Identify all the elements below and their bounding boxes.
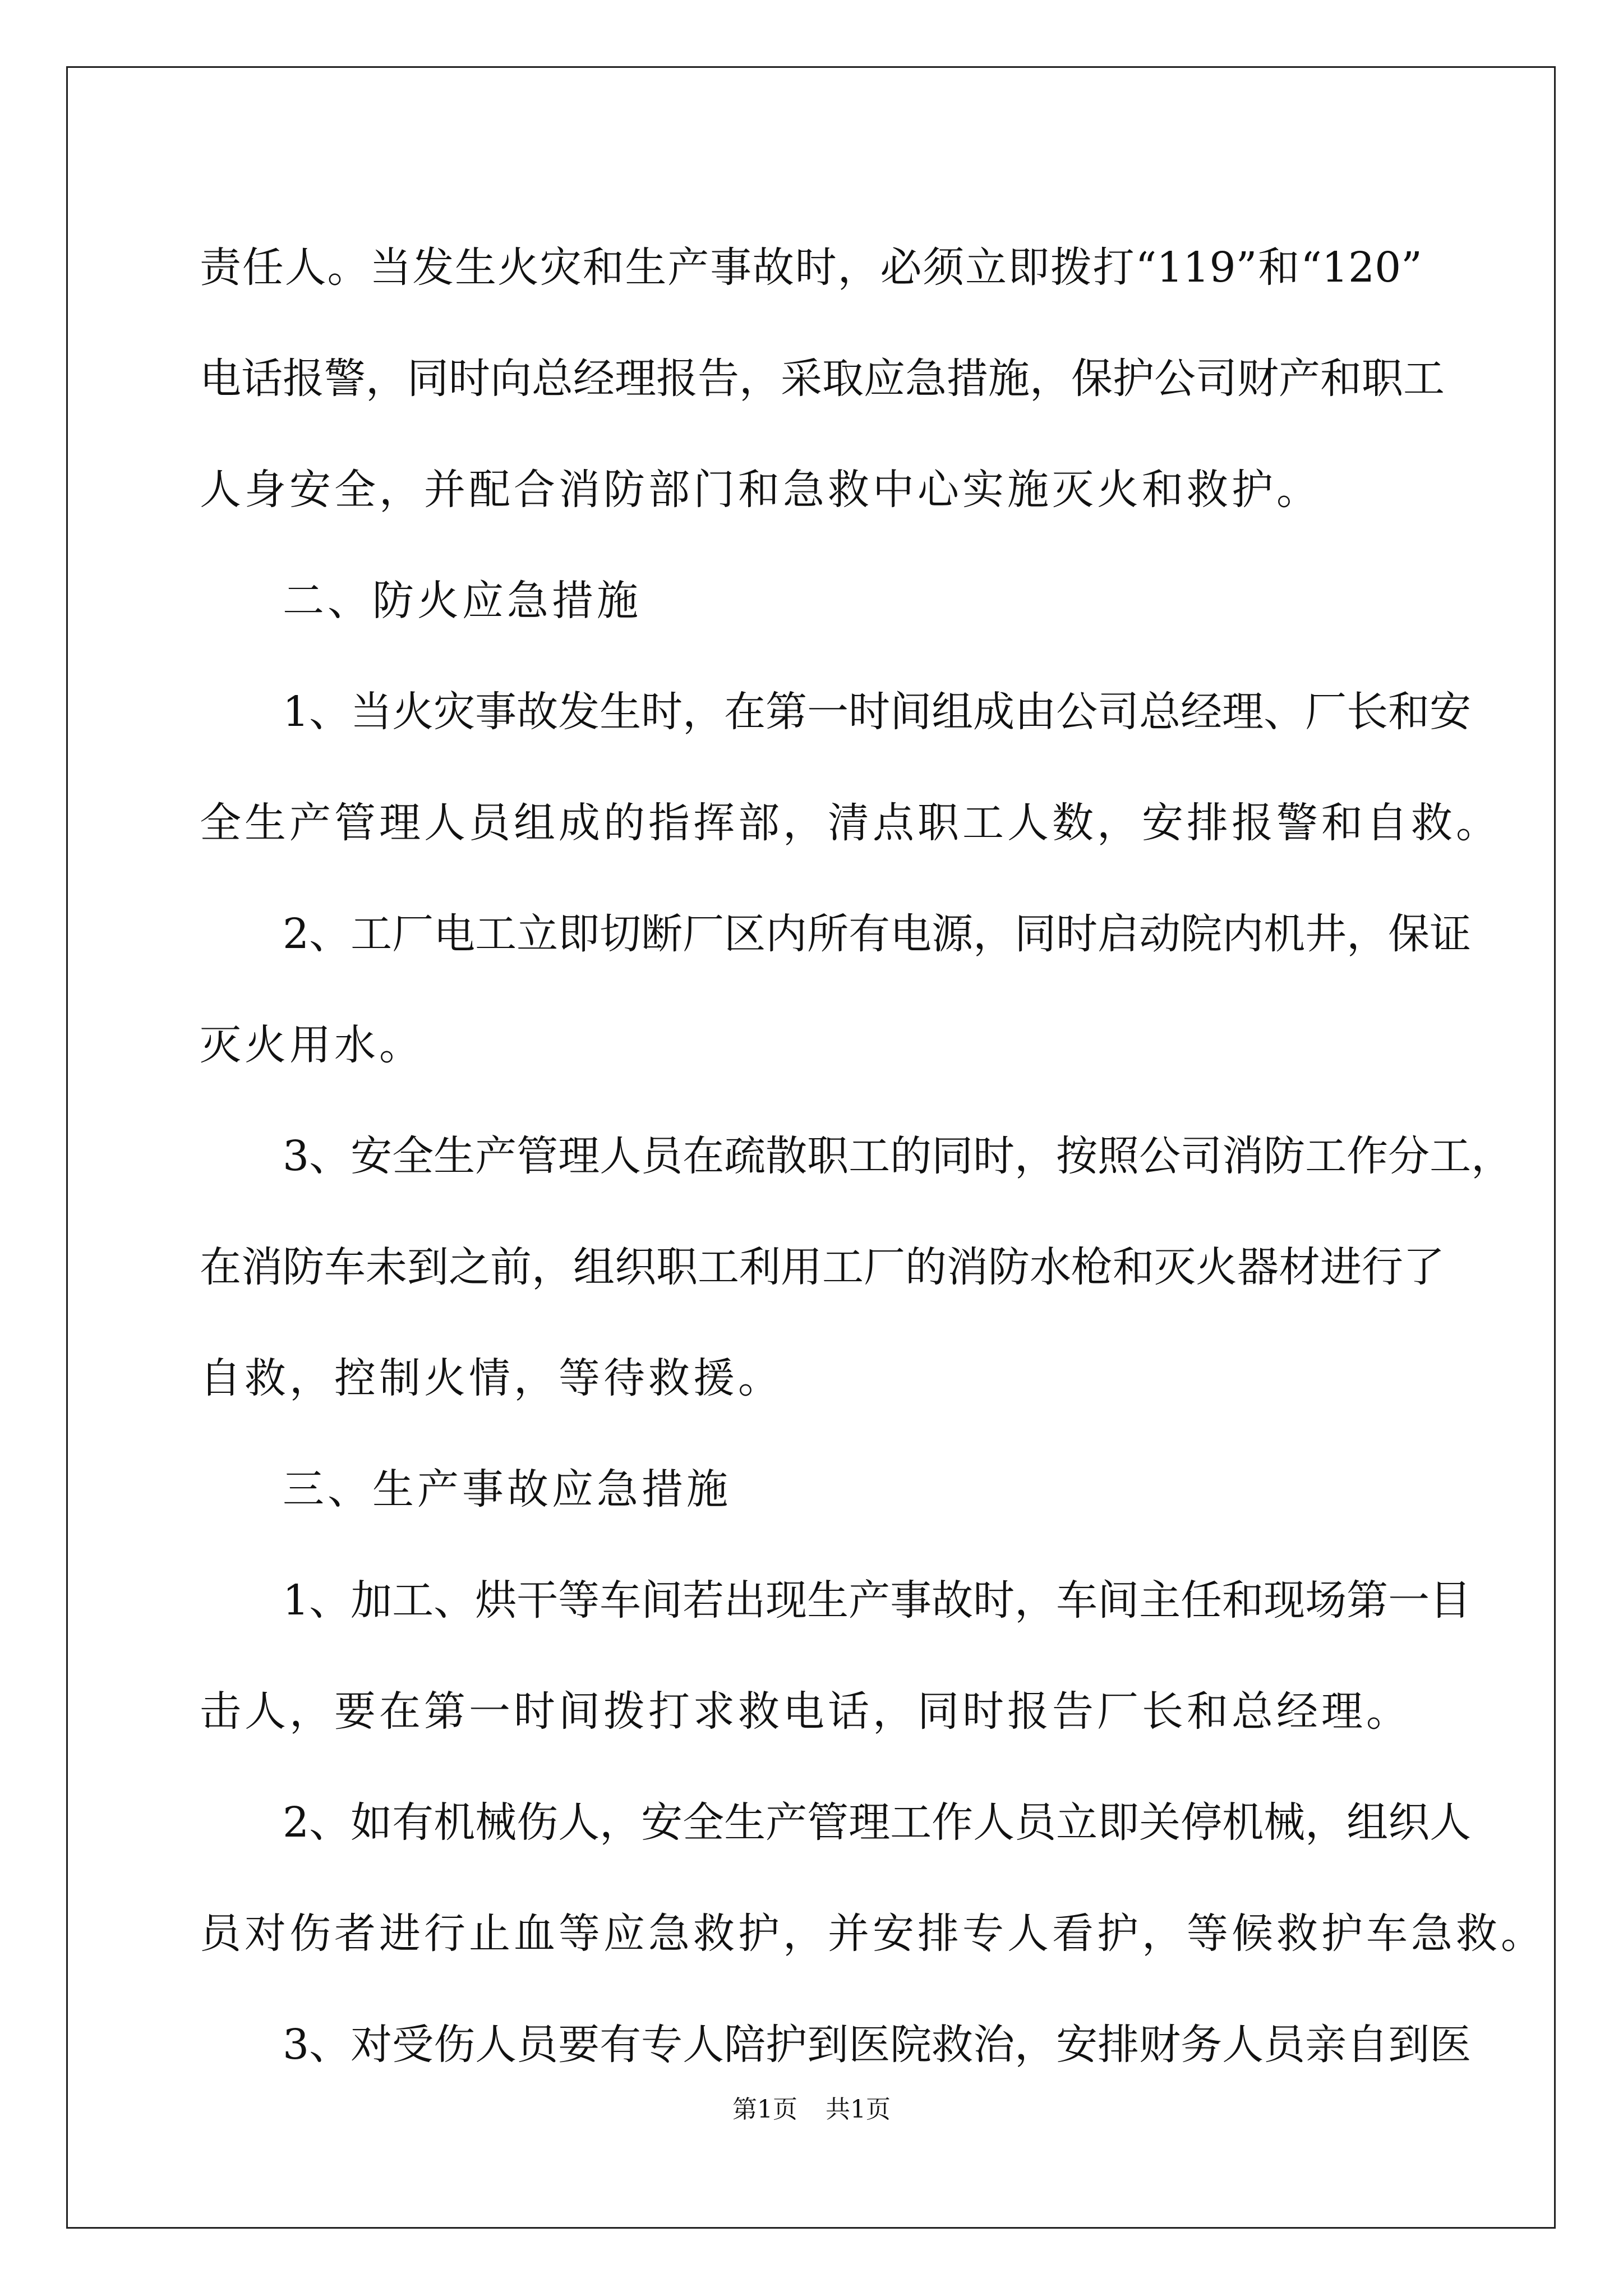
page-total: 共1页 — [826, 2095, 891, 2124]
paragraph-first-line: 2、工厂电工立即切断厂区内所有电源，同时启动院内机井，保证 — [283, 910, 1472, 958]
text-line: 自救，控制火情，等待救援。 — [200, 1354, 783, 1402]
page-number: 第1页 — [732, 2095, 797, 2124]
text-line: 击人，要在第一时间拨打求救电话，同时报告厂长和总经理。 — [200, 1687, 1411, 1736]
section-heading: 三、生产事故应急措施 — [283, 1465, 731, 1513]
text-line: 人身安全，并配合消防部门和急救中心实施灭火和救护。 — [200, 466, 1321, 514]
paragraph-first-line: 3、安全生产管理人员在疏散职工的同时，按照公司消防工作分工， — [283, 1132, 1513, 1180]
text-line: 全生产管理人员组成的指挥部，清点职工人数，安排报警和自救。 — [200, 799, 1501, 847]
text-line: 员对伤者进行止血等应急救护，并安排专人看护，等候救护车急救。 — [200, 1910, 1546, 1958]
paragraph-first-line: 1、当火灾事故发生时，在第一时间组成由公司总经理、厂长和安 — [283, 688, 1472, 736]
text-line: 责任人。当发生火灾和生产事故时，必须立即拨打“119”和“120” — [200, 243, 1422, 292]
page-footer — [0, 2089, 1623, 2125]
paragraph-first-line: 1、加工、烘干等车间若出现生产事故时，车间主任和现场第一目 — [283, 1576, 1472, 1625]
text-line: 灭火用水。 — [200, 1021, 424, 1069]
text-line: 电话报警，同时向总经理报告，采取应急措施，保护公司财产和职工 — [200, 355, 1445, 403]
section-heading: 二、防火应急措施 — [283, 577, 642, 625]
document-body — [200, 212, 1546, 2100]
text-line: 在消防车未到之前，组织职工利用工厂的消防水枪和灭火器材进行了 — [200, 1243, 1445, 1291]
paragraph-first-line: 2、如有机械伤人，安全生产管理工作人员立即关停机械，组织人 — [283, 1798, 1472, 1847]
paragraph-first-line: 3、对受伤人员要有专人陪护到医院救治，安排财务人员亲自到医 — [283, 2021, 1472, 2069]
